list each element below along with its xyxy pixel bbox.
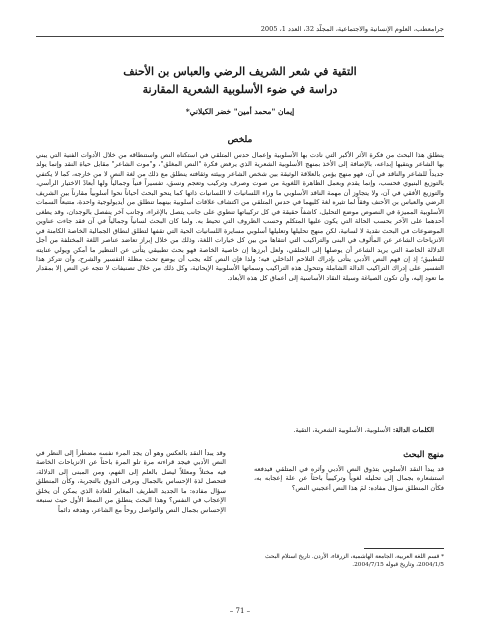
page-number: – 71 – — [229, 607, 251, 615]
left-column-paragraph: وقد يبدأ النقد بالعكس وهو أن يجد المرء نفسه مضطراً إلى النظر في النص الأدبي فيجد قراءته مرة تلو المرة باحثاً عن الانزياحات الخاصة فيه مختلاً ومعللاً ليصل بالعلم إلى الفهم، ومن المبنى إلى الدلالة، فتحصل لذة الإحساس بالجمال وبرقى الذوق بالتجربة، وكأن المنطلق سؤال مفاده: ما الجديد الطريف المغاير للعادة الذي يمكن أن يخلق الإعجاب في النفس؟ وهذا البحث ينطلق من النمط الأول حيث سنبعه الإحساس بجمال النص والتواصل روحاً مع الشاعر، وهدفه دائماً — [36, 448, 226, 515]
keywords-label: الكلمات الدالة: — [392, 426, 434, 434]
author-name: إيمان "محمد أمين" خضر الكيلاني* — [185, 107, 295, 116]
keywords — [36, 426, 434, 436]
footnote-divider — [364, 548, 444, 549]
footnote: * قسم اللغة العربية، الجامعة الهاشمية، الزرقاء، الأردن. تاريخ استلام البحث 2004/1/5، وتاريخ قبوله 2004/7/15. — [265, 553, 444, 568]
left-column-text — [36, 449, 226, 583]
article-title: التقية في شعر الشريف الرضي والعباس بن الأحنف — [123, 65, 357, 78]
abstract-heading: ملخص — [227, 135, 253, 145]
abstract-body — [36, 151, 444, 416]
article-subtitle: دراسة في ضوء الأسلوبية الشعرية المقارنة — [142, 83, 338, 96]
section-heading: منهج البحث — [403, 449, 444, 460]
two-column-body — [36, 449, 444, 583]
left-column — [36, 449, 226, 583]
running-header: جرامعطب، العلوم الإنسانية والاجتماعية، المجلّد 32، العدد 1، 2005 — [36, 24, 444, 37]
title-block — [36, 64, 444, 117]
abstract-paragraph: ينطلق هذا البحث من فكرة الأثر الأكبر التي نادت بها الأسلوبية وإعمال حدس المتلقي في استكناه النص واستنطاقه من خلال الأدوات الفنية التي يبني بها الشاعر ويتقيها إبداعه، بالإضافة إلى الأخذ بمنهج الأسلوبية الشعرية الذي يرفض فكرة "النص المغلق"، و"موت الشاعر" مقابل حياة النقد وإنما يولد جديداً للشاعر والناقد في آن، فهو منهج يؤمن بالعلاقة الوثيقة بين شخص الشاعر وبيئته وثقافته ينطلق مع ذلك من لغة النص لا من خارجه، كما لا يكتفي بالتوزيع البنيوي فحسب، وإنما يقدم وبعمل الظاهرة اللغوية من صوت وصرف وتركيب وتعجم ونسق، تفسيراً فنياً وجمالياً ولها أبعادً الاختيار الرأسي، والتوزيع الأفقي في آن، ولا يتجاوز أن مهمة الناقد الأسلوبي ما وراء اللسانيات لا اللسانيات ذاتها كما ينحو البحث أحياناً نحوا أسلوبياً مقارناً بين الشريف الرضي والعباس بن الأحنف وفقاً لما تثيره لغة كليهما في حدس المتلقي من اكتشاف علاقات أسلوبية بينهما تنطلق من أيديولوجية واحدة، متتبعاً السمات الأسلوبية المميزة في النصوص موضع التحليل، كاشفاً حقيقة في كل تركيباتها تنطوي على جانب يتصل بالإغراء، وجانب آخر ينفصل بالوجدان، وقد يطغى أحدهما على الآخر بحسب الحالة التي يكون عليها المتكلم وحسب الظروف التي تحيط به. ولما كان البحث لسانياً وجمالياً في آن فقد جاءت عناوين الموضوعات في البحث نقدية لا لسانية، لكن منهج تحليلها وتعليلها أسلوبي مسايرة اللسانيات الحية التي تقفها لتطلق لنطاق الجمالية الخاصة الكامنة في الانزياحات الشاعر عن المألوف في البنى والتراكيب التي انتقاها من بين كل خيارات اللغة، وذلك من خلال إبراز تعاضد عناصر اللغة المختلفة من أجل الدلالة الخاصة التي يريد الشاعر أن يوصلها إلى المتلقي، ولعل أبرزها إن خاصية الخاصة فهو بحث تطبيقي يتأتى عن التنظير ما أمكن ويولي عنايته للتطبيق؛ إذ إن فهم النص الأدبي يتأتى بإدراك التلاحم الداخلي فيه؛ ولذا فإن النص كله يجب أن يوضع تحت مظلة التفسير والشرح، وأن تتركز هذا التفسير على إدراك التراكيب الدالة الشاملة وتتحول هذه التراكيب وسماتها الأسلوبية الإيحائية، وكل ذلك من خلال تصنيفات لا تتجه عن النص إلا بمقدار ما تعود إليه، وأن تكون الصياغة وسيلة النقاد الأساسية إلى أعماق كل هذه الأبعاد. — [36, 151, 444, 282]
right-column-text — [254, 465, 444, 533]
keywords-value: الأسلوبية، الأسلوبية الشعرية، التقية. — [293, 426, 391, 434]
right-column — [254, 449, 444, 583]
right-column-paragraph: قد يبدأ النقد الأسلوبي بتذوق النص الأدبي وأثره في المتلقي فيدفعه استشعاره بجمال إلى تحليله لغوياً وتركيبياً باحثاً عن علة إعجابه به، فكأن المنطلق سؤال مفاده: لمَ هذا النص أعجبني النص؟ — [254, 464, 444, 492]
